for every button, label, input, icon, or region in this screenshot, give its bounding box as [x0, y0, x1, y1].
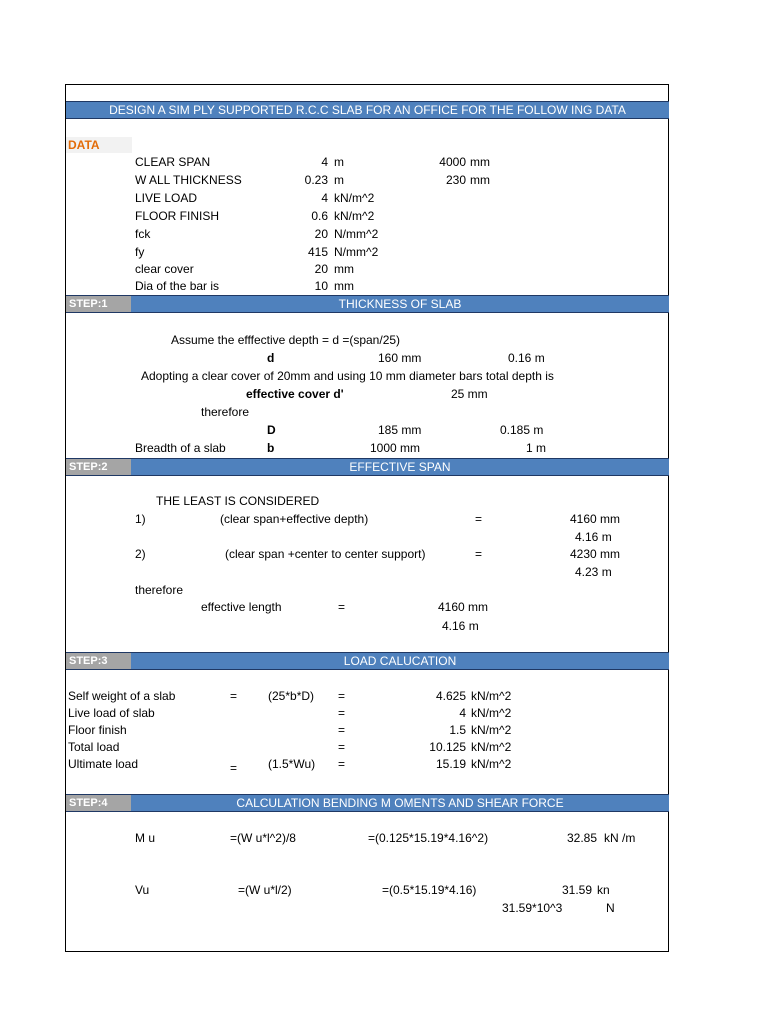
data-row-value: 20: [314, 227, 328, 241]
D-value: 185 mm: [378, 423, 422, 437]
data-row-alt-unit: mm: [470, 173, 490, 187]
option2-number: 2): [135, 547, 146, 561]
data-row-value: 4: [321, 191, 328, 205]
mu-formula: =(W u*l^2)/8: [230, 831, 296, 845]
mu-unit: kN /m: [604, 831, 636, 845]
load-eq1: =: [230, 761, 238, 775]
data-row-label: fck: [135, 227, 151, 241]
step4-title: CALCULATION BENDING M OMENTS AND SHEAR FORCE: [236, 796, 564, 810]
breadth-label: Breadth of a slab: [135, 441, 226, 455]
load-label: Live load of slab: [68, 706, 155, 720]
data-label: DATA: [66, 137, 132, 153]
load-eq1: =: [230, 689, 238, 703]
load-eq2: =: [338, 723, 346, 737]
D-value-m: 0.185 m: [500, 423, 544, 437]
step1-label: STEP:1: [66, 296, 131, 312]
load-unit: kN/m^2: [471, 723, 512, 737]
effective-cover-value: 25 mm: [451, 387, 488, 401]
data-row-label: FLOOR FINISH: [135, 209, 220, 223]
option1-m: 4.16 m: [575, 530, 612, 544]
load-eq2: =: [338, 706, 346, 720]
data-row-label: Dia of the bar is: [135, 279, 220, 293]
load-unit: kN/m^2: [471, 757, 512, 771]
step3-bar: [66, 652, 669, 670]
option1-text: (clear span+effective depth): [220, 512, 369, 526]
data-row-alt-value: 230: [445, 173, 466, 187]
step2-bar: [66, 458, 669, 476]
data-row-value: 0.23: [304, 173, 328, 187]
step4-label: STEP:4: [66, 795, 131, 811]
load-unit: kN/m^2: [471, 740, 512, 754]
data-row-unit: N/mm^2: [334, 227, 379, 241]
data-row-label: CLEAR SPAN: [135, 155, 211, 169]
load-eq2: =: [338, 689, 346, 703]
step3-label: STEP:3: [66, 653, 131, 669]
load-label: Self weight of a slab: [68, 689, 176, 703]
therefore-text: therefore: [201, 405, 250, 419]
option1-mm: 4160 mm: [570, 512, 621, 526]
b-value-m: 1 m: [526, 441, 547, 455]
mu-substitution: =(0.125*15.19*4.16^2): [368, 831, 489, 845]
d-value-m: 0.16 m: [508, 351, 545, 365]
data-row-unit: mm: [334, 279, 354, 293]
load-label: Ultimate load: [68, 757, 139, 771]
data-row-alt-value: 4000: [439, 155, 466, 169]
step1-title: THICKNESS OF SLAB: [338, 297, 462, 311]
b-value: 1000 mm: [370, 441, 421, 455]
data-row-value: 4: [321, 155, 328, 169]
data-row-unit: N/mm^2: [334, 245, 379, 259]
data-row-value: 20: [314, 262, 328, 276]
data-row-unit: m: [334, 173, 344, 187]
effective-length-mm: 4160 mm: [438, 600, 489, 614]
d-symbol: d: [267, 351, 275, 365]
effective-cover-label: effective cover d': [246, 387, 344, 401]
data-row-label: clear cover: [135, 262, 194, 276]
data-row-value: 0.6: [311, 209, 328, 223]
load-eq2: =: [338, 740, 346, 754]
vu-value: 31.59: [561, 883, 592, 897]
option2-mm: 4230 mm: [570, 547, 621, 561]
vu-unit-n: N: [606, 901, 615, 915]
load-formula: (25*b*D): [268, 689, 315, 703]
load-eq2: =: [338, 757, 346, 771]
data-row-alt-unit: mm: [470, 155, 490, 169]
b-symbol: b: [267, 441, 275, 455]
mu-symbol: M u: [135, 831, 156, 845]
vu-value-n: 31.59*10^3: [502, 901, 563, 915]
data-row-label: LIVE LOAD: [135, 191, 198, 205]
D-symbol: D: [267, 423, 276, 437]
load-unit: kN/m^2: [471, 689, 512, 703]
data-row-unit: kN/m^2: [334, 209, 375, 223]
load-value: 1.5: [449, 723, 466, 737]
load-unit: kN/m^2: [471, 706, 512, 720]
data-row-unit: m: [334, 155, 344, 169]
load-formula: (1.5*Wu): [268, 757, 316, 771]
step3-title: LOAD CALUCATION: [343, 654, 457, 668]
data-row-value: 415: [307, 245, 328, 259]
option2-text: (clear span +center to center support): [225, 547, 426, 561]
effective-length-m: 4.16 m: [442, 619, 479, 633]
load-value: 15.19: [435, 757, 466, 771]
step4-bar: [66, 794, 669, 812]
load-value: 4.625: [435, 689, 466, 703]
d-value: 160 mm: [378, 351, 422, 365]
vu-substitution: =(0.5*15.19*4.16): [382, 883, 477, 897]
therefore-text-2: therefore: [135, 583, 184, 597]
effective-length-label: effective length: [201, 600, 282, 614]
load-label: Total load: [68, 740, 120, 754]
vu-unit: kn: [597, 883, 610, 897]
option1-equals: =: [475, 512, 483, 526]
load-label: Floor finish: [68, 723, 127, 737]
least-text: THE LEAST IS CONSIDERED: [156, 494, 320, 508]
data-row-value: 10: [314, 279, 328, 293]
title-bar: [66, 101, 669, 119]
load-value: 4: [459, 706, 466, 720]
effective-length-equals: =: [338, 600, 346, 614]
adopting-text: Adopting a clear cover of 20mm and using 10 mm diameter bars total depth is: [141, 369, 554, 383]
data-row-unit: kN/m^2: [334, 191, 375, 205]
page-title: DESIGN A SIM PLY SUPPORTED R.C.C SLAB FOR AN OFFICE FOR THE FOLLOW ING DATA: [109, 103, 626, 117]
step1-bar: [66, 295, 669, 313]
data-row-label: fy: [135, 245, 145, 259]
data-row-label: W ALL THICKNESS: [135, 173, 242, 187]
step2-label: STEP:2: [66, 459, 131, 475]
vu-formula: =(W u*l/2): [238, 883, 292, 897]
assume-text: Assume the efffective depth = d =(span/25): [171, 333, 401, 347]
data-row-unit: mm: [334, 262, 354, 276]
step2-title: EFFECTIVE SPAN: [349, 460, 451, 474]
option1-number: 1): [135, 512, 146, 526]
vu-symbol: Vu: [135, 883, 150, 897]
option2-m: 4.23 m: [575, 565, 612, 579]
mu-value: 32.85: [566, 831, 597, 845]
load-value: 10.125: [429, 740, 466, 754]
option2-equals: =: [475, 547, 483, 561]
